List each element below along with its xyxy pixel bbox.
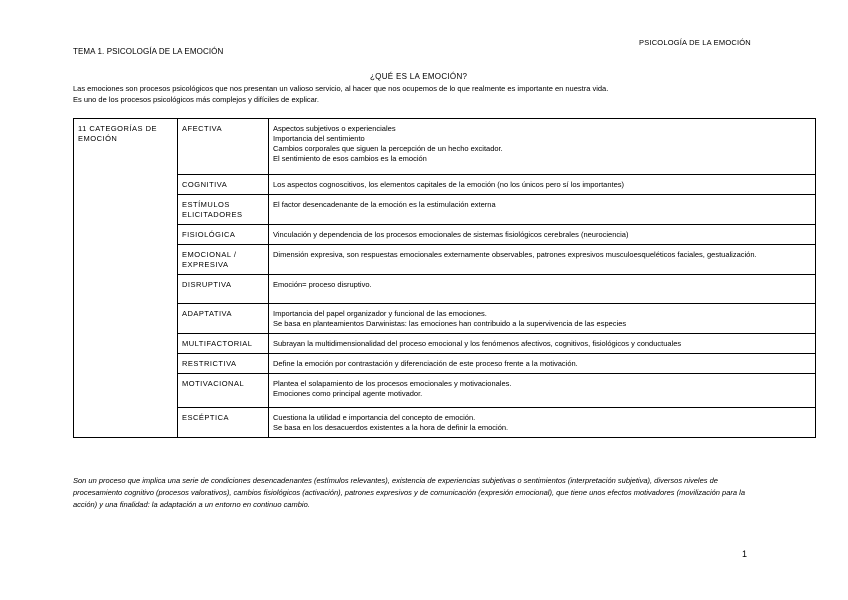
category-cell: ESCÉPTICA (178, 408, 269, 438)
table-row (74, 374, 816, 408)
category-cell: COGNITIVA (178, 175, 269, 195)
category-cell: MULTIFACTORIAL (178, 334, 269, 354)
table-row (74, 175, 816, 195)
description-line: El factor desencadenante de la emoción es la estimulación externa (273, 200, 496, 209)
description-line: Emociones como principal agente motivador. (273, 389, 423, 398)
description-cell (269, 245, 816, 275)
table-row (74, 275, 816, 304)
description-line: Vinculación y dependencia de los procesos emocionales de sistemas fisiológicos cerebrales (neurociencia) (273, 230, 629, 239)
table-row (74, 408, 816, 438)
description-cell (269, 354, 816, 374)
description-line: Se basa en los desacuerdos existentes a la hora de definir la emoción. (273, 423, 509, 432)
description-line: Aspectos subjetivos o experienciales (273, 124, 396, 133)
description-cell (269, 304, 816, 334)
definition-paragraph: Son un proceso que implica una serie de condiciones desencadenantes (estímulos relevantes), existencia de experiencias subjetivas o sentimientos (interpretación subjetiva), diversos niveles de procesamiento cognitivo (procesos valorativos), cambios fisiológicos (activación), patrones expresivos y de comunicación (expresión emocional), que tiene unos efectos motivadores (movilización para la acción) y una finalidad: la adaptación a un entorno en continuo cambio. (73, 476, 745, 509)
table-row (74, 304, 816, 334)
description-cell (269, 225, 816, 245)
description-cell (269, 119, 816, 175)
description-line: Se basa en planteamientos Darwinistas: las emociones han contribuido a la supervivencia de las especies (273, 319, 627, 328)
running-header: PSICOLOGÍA DE LA EMOCIÓN (639, 38, 751, 47)
description-line: Emoción= proceso disruptivo. (273, 280, 372, 289)
table-row (74, 334, 816, 354)
description-line: Cambios corporales que siguen la percepción de un hecho excitador. (273, 144, 503, 153)
description-line: El sentimiento de esos cambios es la emoción (273, 154, 427, 163)
description-line: Importancia del papel organizador y funcional de las emociones. (273, 309, 487, 318)
description-line: Cuestiona la utilidad e importancia del concepto de emoción. (273, 413, 476, 422)
table-row (74, 245, 816, 275)
category-cell: EMOCIONAL / EXPRESIVA (178, 245, 269, 275)
description-cell (269, 195, 816, 225)
description-cell (269, 408, 816, 438)
section-question: ¿QUÉ ES LA EMOCIÓN? (370, 72, 468, 81)
group-label-cell: 11 CATEGORÍAS DE EMOCIÓN (74, 119, 178, 438)
category-cell: ESTÍMULOS ELICITADORES (178, 195, 269, 225)
description-line: Los aspectos cognoscitivos, los elementos capitales de la emoción (no los únicos pero sí los importantes) (273, 180, 625, 189)
description-line: Plantea el solapamiento de los procesos emocionales y motivacionales. (273, 379, 512, 388)
table-row (74, 119, 816, 175)
topic-title: TEMA 1. PSICOLOGÍA DE LA EMOCIÓN (73, 47, 224, 56)
description-cell (269, 374, 816, 408)
description-line: Dimensión expresiva, son respuestas emocionales externamente observables, patrones expresivos musculoesqueléticos faciales, gestualización. (273, 250, 757, 259)
description-cell (269, 334, 816, 354)
table-row (74, 354, 816, 374)
category-cell: FISIOLÓGICA (178, 225, 269, 245)
category-cell: RESTRICTIVA (178, 354, 269, 374)
description-line: Define la emoción por contrastación y diferenciación de este proceso frente a la motivación. (273, 359, 578, 368)
categories-table (73, 118, 816, 438)
table-row (74, 195, 816, 225)
intro-line: Es uno de los procesos psicológicos más complejos y difíciles de explicar. (73, 95, 319, 104)
description-cell (269, 275, 816, 304)
intro-line: Las emociones son procesos psicológicos que nos presentan un valioso servicio, al hacer que nos ocupemos de lo que realmente es importante en nuestra vida. (73, 84, 609, 93)
category-cell: ADAPTATIVA (178, 304, 269, 334)
category-cell: AFECTIVA (178, 119, 269, 175)
table-row (74, 225, 816, 245)
category-cell: MOTIVACIONAL (178, 374, 269, 408)
category-cell: DISRUPTIVA (178, 275, 269, 304)
description-line: Importancia del sentimiento (273, 134, 365, 143)
page-number: 1 (742, 549, 748, 559)
intro-paragraph (73, 83, 793, 105)
description-cell (269, 175, 816, 195)
description-line: Subrayan la multidimensionalidad del proceso emocional y los fenómenos afectivos, cognitivos, fisiológicos y conductuales (273, 339, 682, 348)
